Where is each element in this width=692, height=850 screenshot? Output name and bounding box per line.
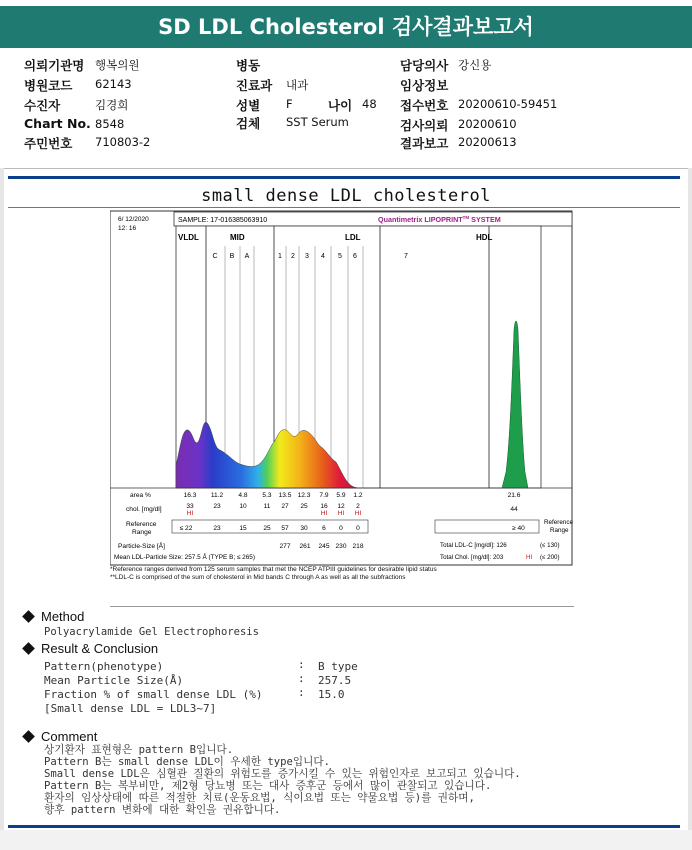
age-value: 48 [362,97,377,111]
top-blue-rule [8,176,680,179]
subband-4: 4 [321,253,325,260]
diamond-icon [22,610,35,623]
result-sep-size: : [298,672,305,685]
subband-2: 2 [291,253,295,260]
total-ldl: Total LDL-C [mg/dl]: 126 [440,542,507,549]
subband-a: A [244,253,250,260]
area-cell: 1.2 [353,492,363,499]
chart-value: 8548 [95,117,125,131]
subband-7: 7 [404,253,408,260]
ref-cell: 15 [239,525,247,532]
note-1: *Reference ranges derived from 125 serum samples that met the NCEP ATPIII guidelines for desirable lipid status [110,566,437,573]
mean-size: Mean LDL-Particle Size: 257.5 Å (TYPE B; ≤ 265) [114,554,255,561]
code-label: 병원코드 [24,78,73,93]
chol-cell: 2 [356,503,360,510]
resident-value: 710803-2 [95,135,151,149]
chol-cell: 11 [263,503,271,510]
subband-1: 1 [278,253,282,260]
particle-label: Particle-Size [Å] [118,543,165,550]
frame-left [0,168,4,850]
right-ref-1: Reference [544,519,574,526]
chol-flag: HI [320,510,328,517]
chol-cell: 33 [186,503,194,510]
report-date-label: 결과보고 [400,136,449,151]
ref-cell: 0 [339,525,343,532]
method-text: Polyacrylamide Gel Electrophoresis [44,626,259,638]
chart-time: 12: 16 [118,225,137,232]
divider [0,168,692,169]
patient-label: 수진자 [24,98,61,113]
report-title: SD LDL Cholesterol 검사결과보고서 [0,6,692,48]
comment-heading: Comment [24,729,97,744]
clinical-label: 임상정보 [400,78,449,93]
chol-cell: 10 [239,503,247,510]
ref-cell: 25 [263,525,271,532]
chol-cell: 25 [300,503,308,510]
chol-flag: HI [186,510,194,517]
subband-6: 6 [353,253,357,260]
ref-cell: 0 [356,525,360,532]
chol-cell: 27 [281,503,289,510]
hospital-value: 행복의원 [95,58,140,72]
subband-c: C [212,253,218,260]
comment-line: 향후 pattern 변화에 대한 확인을 권유합니다. [44,804,281,816]
resident-label: 주민번호 [24,136,73,151]
result-value-fraction: 15.0 [318,688,345,701]
band-vldl-label: VLDL [178,233,199,242]
area-cell: 5.3 [262,492,272,499]
particle-cell: 245 [318,543,330,550]
band-ldl-label: LDL [345,233,361,242]
bottom-blue-rule [8,825,680,828]
hdl-ref: ≥ 40 [512,525,525,532]
chol-label: chol. [mg/dl] [126,506,162,513]
electrophoresis-chart [110,210,574,580]
request-label: 검사의뢰 [400,118,449,133]
band-hdl-label: HDL [476,233,493,242]
hdl-chol: 44 [510,506,518,513]
particle-cell: 230 [335,543,347,550]
diamond-icon [22,642,35,655]
result-label-size: Mean Particle Size(Å) [44,674,184,687]
chol-flag: HI [337,510,345,517]
total-ldl-ref: (≤ 130) [540,542,560,549]
comment-text [44,744,521,816]
area-label: area % [130,492,151,499]
subband-b: B [229,253,235,260]
hospital-label: 의뢰기관명 [24,58,85,73]
specimen-value: SST Serum [286,115,349,129]
age-label: 나이 [328,98,353,113]
area-cell: 7.9 [319,492,329,499]
comment-line: Pattern B는 복부비만, 제2형 당뇨병 또는 대사 증후군 등에서 많이 관찰되고 있습니다. [44,780,492,792]
area-cell: 5.9 [336,492,346,499]
area-cell: 16.3 [183,492,197,499]
result-note: [Small dense LDL = LDL3~7] [44,702,217,715]
band-mid-label: MID [230,233,245,242]
result-heading: Result & Conclusion [24,641,158,656]
result-value-size: 257.5 [318,674,352,687]
request-value: 20200610 [458,117,517,131]
patient-value: 김경희 [95,98,129,112]
sex-value: F [286,97,293,111]
doctor-label: 담당의사 [400,58,449,73]
comment-line: Small dense LDL은 심혈관 질환의 위험도를 증가시킬 수 있는 위험인자로 보고되고 있습니다. [44,768,521,780]
result-label-pattern: Pattern(phenotype) [44,660,164,673]
electrophoresis-svg [110,210,574,570]
total-chol-ref: (≤ 200) [540,554,560,561]
particle-cell: 261 [299,543,311,550]
area-cell: 13.5 [278,492,292,499]
dept-value: 내과 [286,78,309,92]
ref-cell: 30 [300,525,308,532]
chart-sample: SAMPLE: 17-016385063910 [178,217,268,224]
ward-label: 병동 [236,58,261,73]
notes-divider [110,606,574,607]
right-ref-2: Range [550,527,569,534]
plot-area [176,226,541,488]
hdl-area: 21.6 [507,492,521,499]
accession-value: 20200610-59451 [458,97,558,111]
comment-line: 환자의 임상상태에 따른 적절한 치료(운동요법, 식이요법 또는 약물요법 등)를 권하며, [44,792,475,804]
ref-label-2: Range [132,529,152,536]
section-title: small dense LDL cholesterol [201,186,491,206]
chol-cell: 23 [213,503,221,510]
area-cell: 4.8 [238,492,248,499]
ref-label-1: Reference [126,521,157,528]
subband-5: 5 [338,253,342,260]
specimen-label: 검체 [236,116,261,131]
comment-line: 상기환자 표현형은 pattern B입니다. [44,744,234,756]
diamond-icon [22,730,35,743]
code-value: 62143 [95,77,132,91]
chart-date: 6/ 12/2020 [118,216,149,223]
chol-flag: HI [354,510,362,517]
total-chol-flag: HI [526,554,533,561]
chart-notes [110,566,437,582]
method-heading: Method [24,609,84,624]
accession-label: 접수번호 [400,98,449,113]
ref-cell: 57 [281,525,289,532]
chart-brand: Quantimetrix LIPOPRINT™ SYSTEM [378,215,501,224]
ref-cell: ≤ 22 [179,525,193,532]
doctor-value: 강신용 [458,58,492,72]
ref-cell: 6 [322,525,326,532]
particle-cell: 277 [279,543,291,550]
result-sep-fraction: : [298,686,305,699]
chol-cell: 12 [337,503,345,510]
dept-label: 진료과 [236,78,273,93]
ref-cell: 23 [213,525,221,532]
particle-cell: 218 [352,543,364,550]
total-chol: Total Chol. [mg/dl]: 203 [440,554,504,561]
area-cell: 11.2 [210,492,224,499]
report-date-value: 20200613 [458,135,517,149]
chol-cell: 16 [320,503,328,510]
result-value-pattern: B type [318,660,358,673]
section-title-underline [8,207,680,208]
result-sep-pattern: : [298,658,305,671]
area-cell: 12.3 [297,492,311,499]
note-2: **LDL-C is comprised of the sum of cholesterol in Mid bands C through A as well as all the subfractions [110,574,406,581]
frame-right [688,168,692,850]
result-label-fraction: Fraction % of small dense LDL (%) [44,688,263,701]
comment-line: Pattern B는 small dense LDL이 우세한 type입니다. [44,756,330,768]
subband-3: 3 [305,253,309,260]
sex-label: 성별 [236,98,261,113]
footer-strip [0,830,692,850]
chart-label: Chart No. [24,116,91,131]
